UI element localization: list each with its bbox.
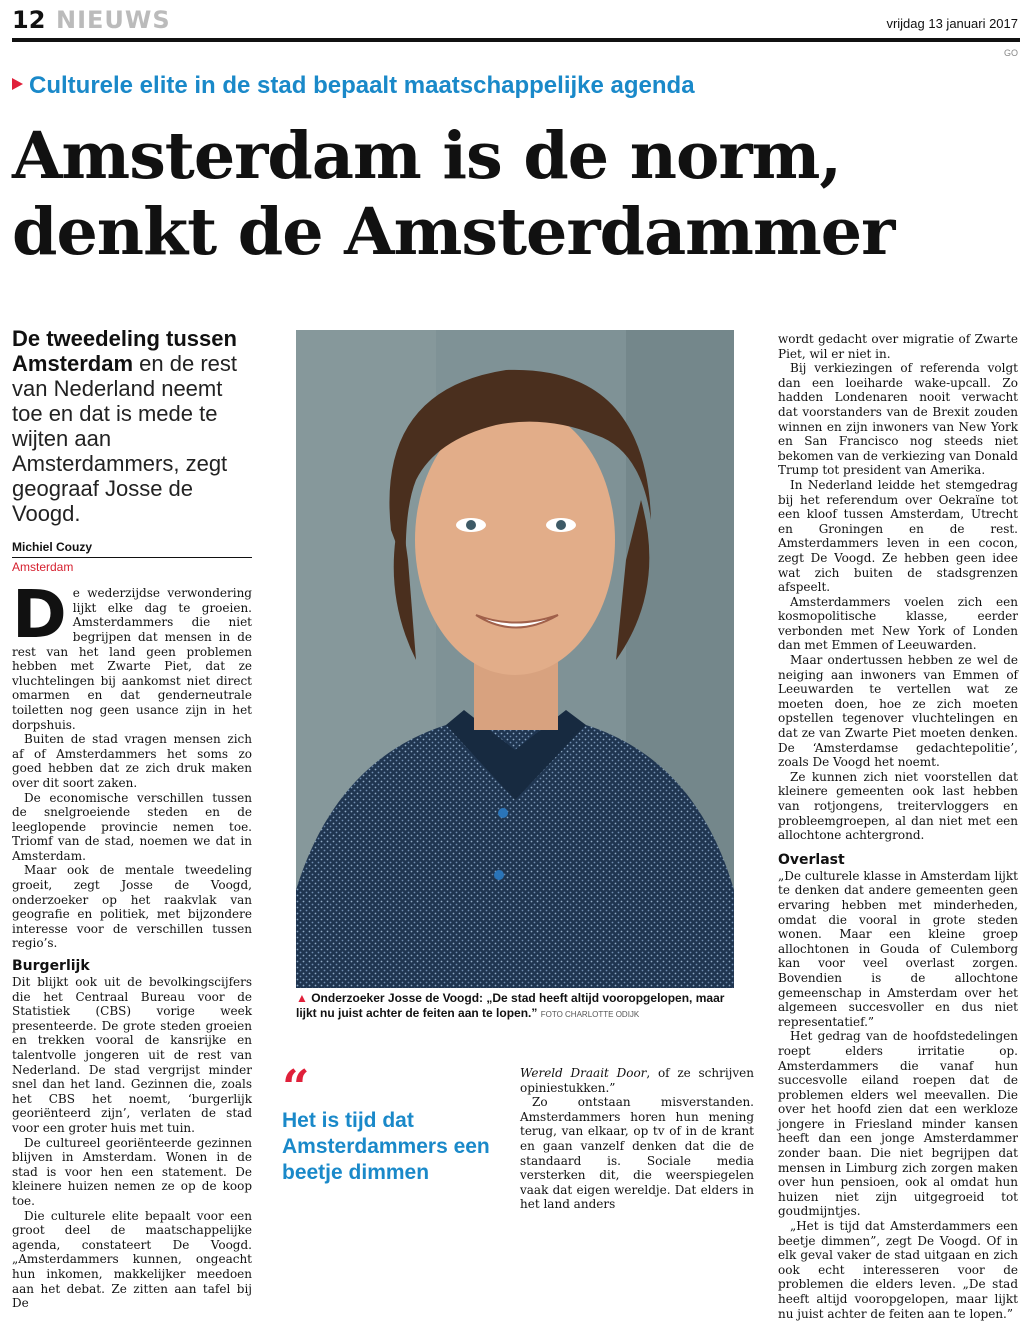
caption-text: Onderzoeker Josse de Voogd: „De stad heeft altijd vooropgelopen, maar lijkt nu juist achter de feiten aan te lopen.” [296,991,725,1020]
pull-quote [282,1060,502,1186]
paragraph: Buiten de stad vragen mensen zich af of Amsterdammers het soms zo goed hebben dat ze zich druk maken over dit soort zaken. [12,732,252,790]
page-number: 12 [12,6,46,34]
paragraph: In Nederland leidde het stemgedrag bij het referendum over Oekraïne tot een kloof tussen Amsterdam, Utrecht en Groningen en de rest. Amsterdammers leven in een cocon, zegt De Voogd. Ze hebben geen idee wat zich buiten de stadsgrenzen afspeelt. [778,477,1018,595]
kicker [12,72,695,100]
paragraph [520,1066,754,1095]
intro-bold: De tweedeling tussen Amsterdam [12,326,237,376]
tv-show-title: Wereld Draait Door [520,1066,647,1080]
triangle-icon [12,78,23,90]
paragraph-text: e wederzijdse verwondering lijkt elke dag te groeien. Amsterdammers die niet begrijpen dat mensen in de rest van het land geen problemen hebben met Zwarte Piet, dat ze vluchtelingen bij aankomst niet direct omarmen en dat genderneutrale toiletten nog geen usance zijn in het dorpshuis. [12,586,252,732]
headline-line-2: denkt de Amsterdammer [12,194,895,270]
caption-triangle-icon: ▲ [296,991,312,1005]
paragraph: Maar ondertussen hebben ze wel de neiging aan inwoners van Emmen of Leeuwarden te vertellen wat ze moeten doen, hoe ze zich moeten opstellen tegenover vluchtelingen en dat ze van Zwarte Piet moeten denken. De ‘Amsterdamse gedachtepolitie’, zoals De Voogd het noemt. [778,653,1018,770]
paragraph: De cultureel georiënteerde gezinnen blijven in Amsterdam. Wonen in de stad is voor hen een statement. De kleinere huizen nemen ze op de koop toe. [12,1135,252,1208]
intro-rest: en de rest van Nederland neemt toe en dat is mede te wijten aan Amsterdammers, zegt geograaf Josse de Voogd. [12,351,237,526]
column-1 [12,326,252,1311]
paragraph: „De culturele klasse in Amsterdam lijkt te denken dat andere gemeenten geen ervaring hebben met minderheden, omdat die vooral in grote steden wonen. Maar een kleine groep allochtonen in Gouda of Culemborg kan voor veel overlast zorgen. Bovendien is de allochtone gemeenschap in Amsterdam over het algemeen succesvoller en dus niet representatief.” [778,868,1018,1029]
column-3 [520,1066,754,1212]
edition-code: GO [1003,48,1018,58]
paragraph: Het gedrag van de hoofdstedelingen roept elders irritatie op. Amsterdammers die vanaf hun succesvolle eiland roepen dat de problemen elders wel meevallen. Die over het hoofd zien dat een werkloze jongere in Friesland minder kansen heeft dan een jonge Amsterdammer zonder baan. Die niet begrijpen dat mensen in Limburg zich zorgen maken over hun pensioen, ook al omdat hun huizen niet zijn uitgegroeid tot goudmijntjes. [778,1029,1018,1219]
header-rule [12,38,1020,42]
paragraph: wordt gedacht over migratie of Zwarte Piet, wil er niet in. [778,332,1018,361]
paragraph: Ze kunnen zich niet voorstellen dat kleinere gemeenten ook last hebben van rotjongens, treitervloggers en probleemgroepen, al dan niet met een allochtone achtergrond. [778,769,1018,843]
quote-mark-icon: “ [282,1060,310,1116]
issue-date: vrijdag 13 januari 2017 [886,16,1018,31]
paragraph: Bij verkiezingen of referenda volgt dan een loeiharde wake-upcall. Zo hadden Londenaren nooit verwacht dat voorstanders van de Brexit zouden winnen en zijn inwoners van New York en San Francisco nog steeds niet bekomen van de verkiezing van Donald Trump tot president van Amerika. [778,361,1018,478]
paragraph: Maar ook de mentale tweedeling groeit, zegt Josse de Voogd, onderzoeker op het raakvlak van geografie en politiek, met bijzondere interesse voor de verschillen tussen regio’s. [12,863,252,951]
photo-caption [296,991,736,1022]
paragraph [12,576,252,732]
paragraph-text: , of ze schrijven opiniestukken.” [520,1066,755,1095]
portrait-photo [296,330,734,988]
pull-quote-text: Het is tijd dat Amsterdammers een beetje dimmen [282,1109,490,1184]
paragraph: „Het is tijd dat Amsterdammers een beetje dimmen”, zegt De Voogd. Of in elk geval vaker de stad uitgaan en zich ook echt interesseren voor de problemen die elders leven. „De stad heeft altijd vooropgelopen, maar lijkt nu juist achter de feiten aan te lopen.” [778,1219,1018,1321]
paragraph: Dit blijkt ook uit de bevolkingscijfers die het Centraal Bureau voor de Statistiek (CBS) vorige week presenteerde. De grote steden groeien en trekken vooral de kansrijke en talentvolle jongeren uit de rest van Nederland. De stad vergrijst minder snel dan het land. Gezinnen die, zoals het CBS het noemt, ‘burgerlijk georiënteerd zijn’, verlaten de stad voor een groter huis met tuin. [12,975,252,1135]
section-label: NIEUWS [56,6,171,34]
byline-author: Michiel Couzy [12,540,252,558]
kicker-text: Culturele elite in de stad bepaalt maatschappelijke agenda [29,72,695,99]
headline-line-1: Amsterdam is de norm, [12,118,842,194]
paragraph: Die culturele elite bepaalt voor een groot deel de maatschappelijke agenda, constateert De Voogd. „Amsterdammers kunnen, ongeacht hun inkomen, makkelijker meedoen aan het debat. Ze zitten aan tafel bij De [12,1208,252,1311]
subheading-burgerlijk: Burgerlijk [12,958,90,975]
subheading-overlast: Overlast [778,851,845,868]
drop-cap: D [12,576,67,654]
paragraph: Zo ontstaan misverstanden. Amsterdammers horen hun mening terug, van elkaar, op tv of in de krant en gaan vanzelf denken dat die de standaard is. Sociale media versterken dit, die weerspiegelen vaak dat eigen wereldje. Dat elders in het land anders [520,1095,754,1212]
paragraph: Amsterdammers voelen zich een kosmopolitische klasse, eerder verbonden met New York of Londen dan met Emmen of Leeuwarden. [778,594,1018,653]
photo-credit: FOTO CHARLOTTE ODIJK [540,1010,640,1019]
intro [12,326,252,526]
portrait-illustration [296,330,734,988]
paragraph: De economische verschillen tussen de snelgroeiende steden en de leeglopende provincie nemen toe. Triomf van de stad, noemen we dat in Amsterdam. [12,790,252,863]
byline-place: Amsterdam [12,559,74,574]
column-4 [778,332,1018,1321]
headline [12,118,1012,270]
